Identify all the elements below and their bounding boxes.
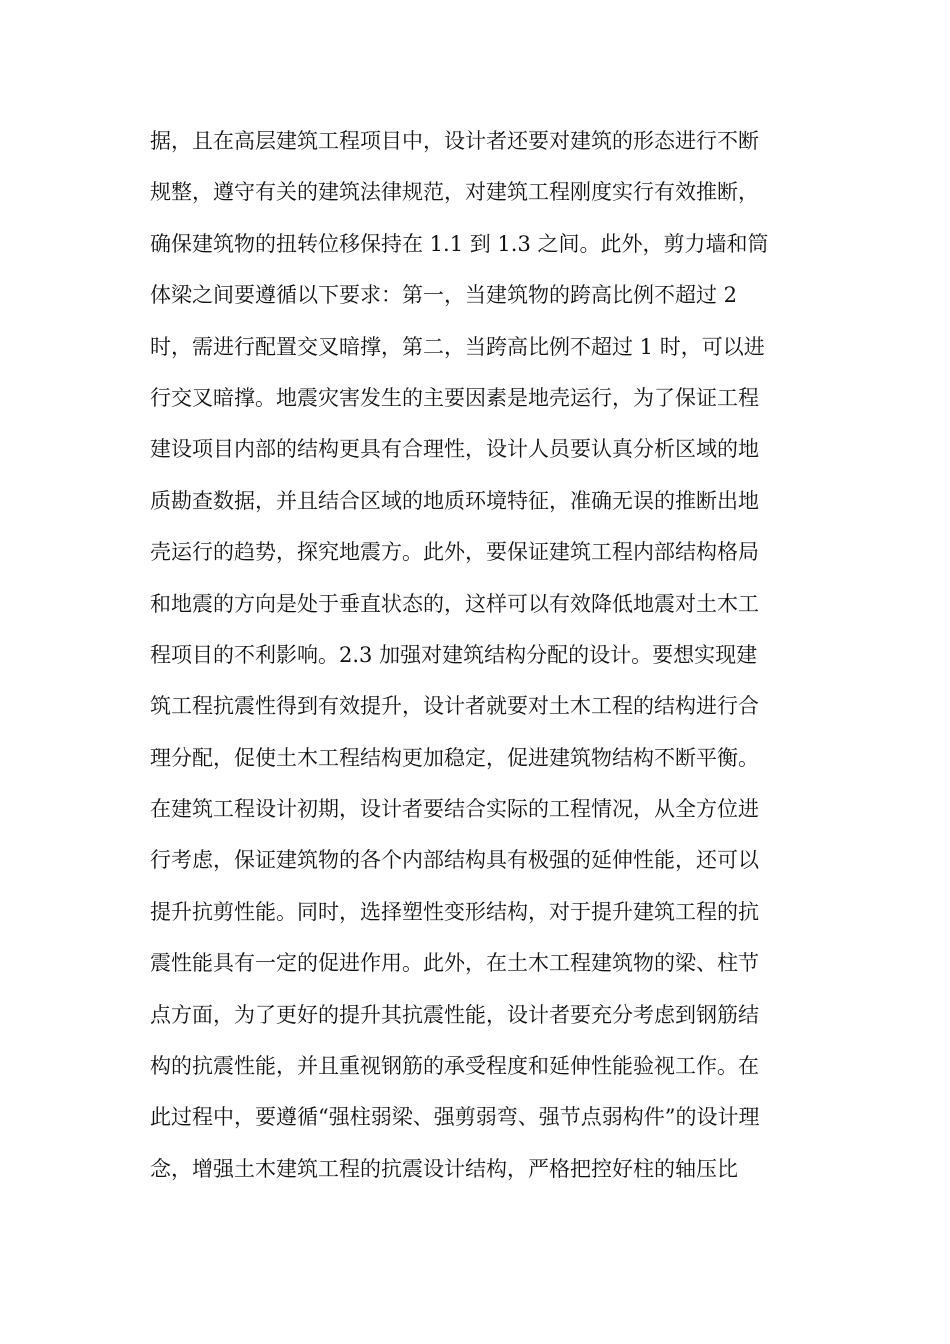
text-line: 建设项目内部的结构更具有合理性，设计人员要认真分析区域的地 (150, 437, 759, 462)
text-line: 确保建筑物的扭转位移保持在 1.1 到 1.3 之间。此外，剪力墙和筒 (150, 231, 769, 256)
text-line: 理分配，促使土木工程结构更加稳定，促进建筑物结构不断平衡。 (150, 745, 759, 770)
text-line: 在建筑工程设计初期，设计者要结合实际的工程情况，从全方位进 (150, 797, 759, 822)
body-text (150, 116, 810, 1195)
text-line: 构的抗震性能，并且重视钢筋的承受程度和延伸性能验视工作。在 (150, 1054, 759, 1079)
text-line: 时，需进行配置交叉暗撑，第二，当跨高比例不超过 1 时，可以进 (150, 334, 765, 359)
text-line: 震性能具有一定的促进作用。此外，在土木工程建筑物的梁、柱节 (150, 951, 759, 976)
text-line: 行考虑，保证建筑物的各个内部结构具有极强的延伸性能，还可以 (150, 848, 759, 873)
text-line: 念，增强土木建筑工程的抗震设计结构，严格把控好柱的轴压比 (150, 1156, 738, 1181)
text-line: 筑工程抗震性得到有效提升，设计者就要对土木工程的结构进行合 (150, 694, 759, 719)
text-line: 此过程中，要遵循“强柱弱梁、强剪弱弯、强节点弱构件”的设计理 (150, 1105, 760, 1130)
text-line: 点方面，为了更好的提升其抗震性能，设计者要充分考虑到钢筋结 (150, 1002, 759, 1027)
text-line: 行交叉暗撑。地震灾害发生的主要因素是地壳运行，为了保证工程 (150, 385, 759, 410)
text-line: 程项目的不利影响。2.3 加强对建筑结构分配的设计。要想实现建 (150, 642, 758, 667)
text-line: 提升抗剪性能。同时，选择塑性变形结构，对于提升建筑工程的抗 (150, 899, 759, 924)
text-line: 据，且在高层建筑工程项目中，设计者还要对建筑的形态进行不断 (150, 129, 759, 153)
text-line: 规整，遵守有关的建筑法律规范，对建筑工程刚度实行有效推断， (150, 180, 759, 205)
text-line: 壳运行的趋势，探究地震方。此外，要保证建筑工程内部结构格局 (150, 540, 759, 565)
text-line: 和地震的方向是处于垂直状态的，这样可以有效降低地震对土木工 (150, 591, 759, 616)
text-line: 质勘查数据，并且结合区域的地质环境特征，准确无误的推断出地 (150, 488, 759, 513)
text-line: 体梁之间要遵循以下要求：第一，当建筑物的跨高比例不超过 2 (150, 283, 738, 308)
